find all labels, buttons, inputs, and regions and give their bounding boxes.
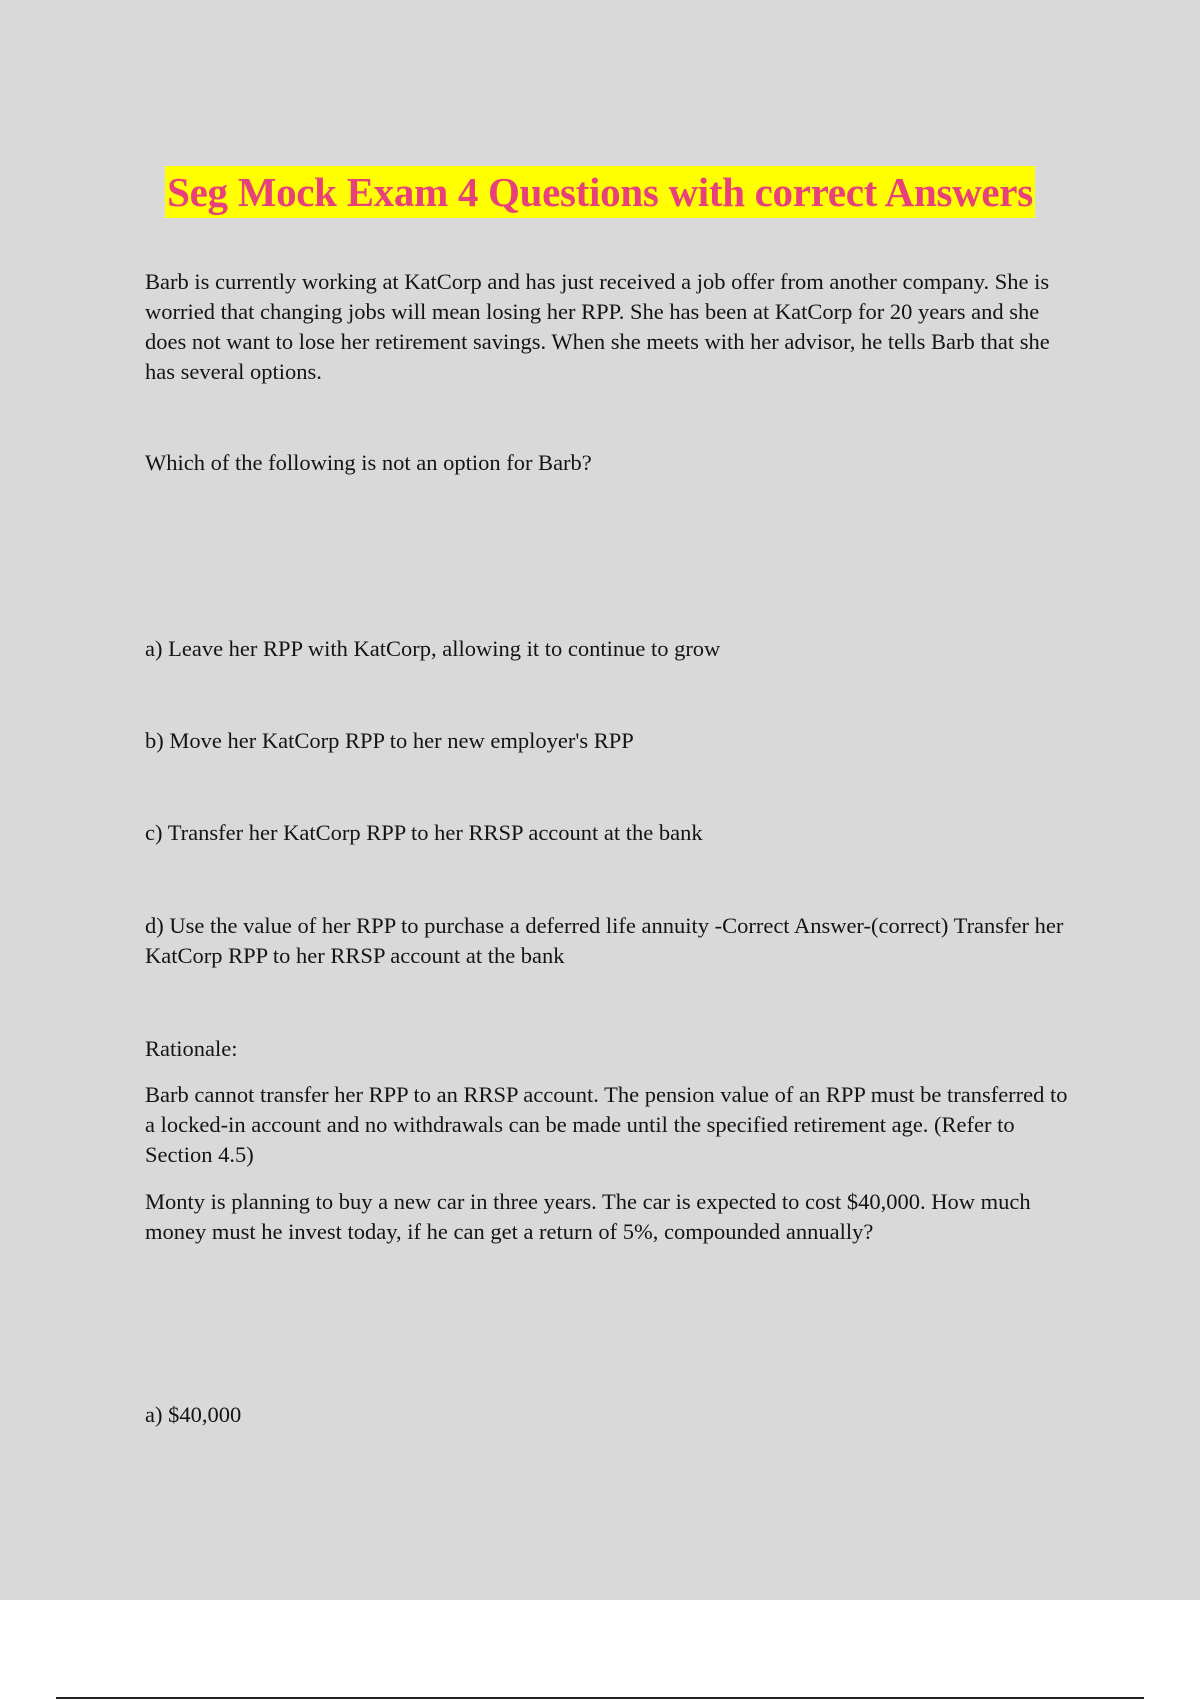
rationale-label: Rationale: xyxy=(145,1036,238,1061)
rationale-text: Barb cannot transfer her RPP to an RRSP account. The pension value of an RPP must be transferred to a locked-in account and no withdrawals can be made until the specified retirement age. (Refer to Section 4.5) xyxy=(145,1082,1068,1167)
document-title: Seg Mock Exam 4 Questions with correct Answers xyxy=(165,166,1035,218)
question1-option-b: b) Move her KatCorp RPP to her new employer's RPP xyxy=(145,728,634,753)
question1-option-d: d) Use the value of her RPP to purchase a deferred life annuity -Correct Answer-(correct) Transfer her KatCorp RPP to her RRSP account at the bank xyxy=(145,913,1064,968)
question1-prompt: Which of the following is not an option for Barb? xyxy=(145,450,592,475)
footer-divider xyxy=(56,1697,1144,1699)
title-container xyxy=(0,166,1200,218)
question2-option-a: a) $40,000 xyxy=(145,1402,242,1427)
question2-scenario: Monty is planning to buy a new car in three years. The car is expected to cost $40,000. How much money must he invest today, if he can get a return of 5%, compounded annually? xyxy=(145,1189,1031,1244)
question1-option-a: a) Leave her RPP with KatCorp, allowing it to continue to grow xyxy=(145,636,721,661)
question1-scenario: Barb is currently working at KatCorp and has just received a job offer from another company. She is worried that changing jobs will mean losing her RPP. She has been at KatCorp for 20 years and she does not want to lose her retirement savings. When she meets with her advisor, he tells Barb that she has several options. xyxy=(145,269,1050,384)
question1-option-c: c) Transfer her KatCorp RPP to her RRSP account at the bank xyxy=(145,820,703,845)
